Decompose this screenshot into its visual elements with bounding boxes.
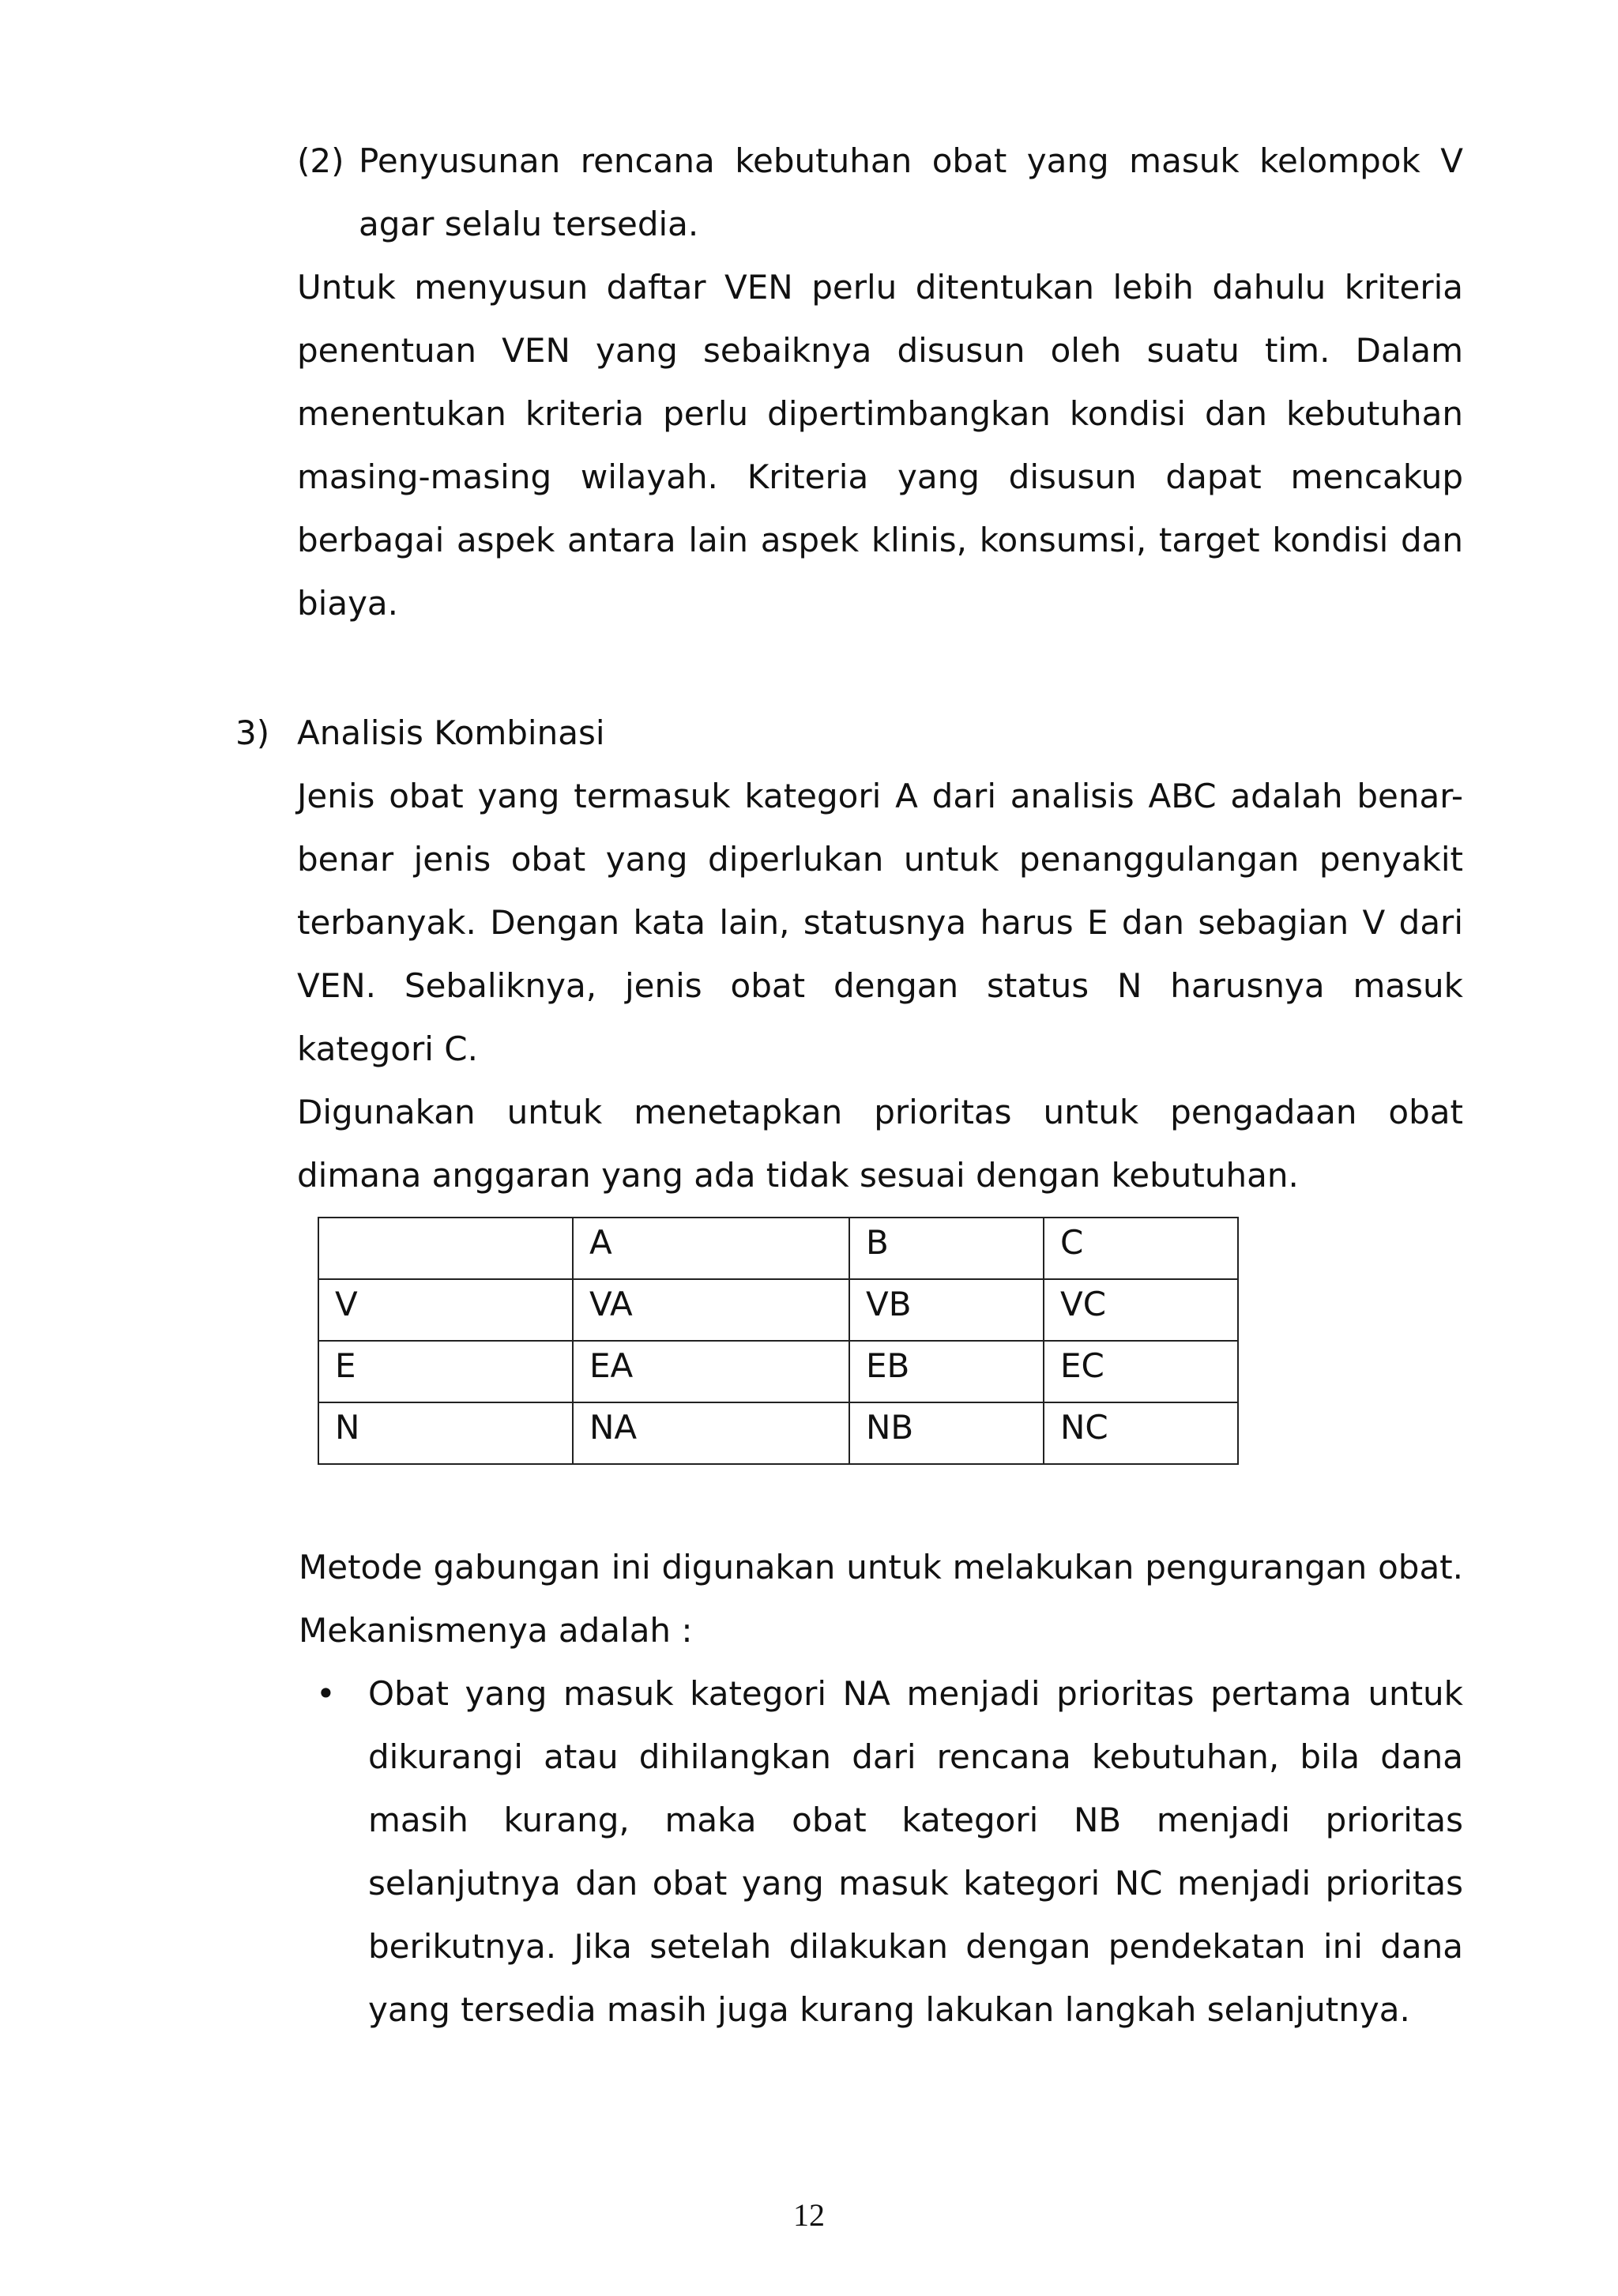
bullet-text: Obat yang masuk kategori NA menjadi prioritas pertama untuk dikurangi atau dihilangkan dari rencana kebutuhan, bila dana masih kurang, maka obat kategori NB menjadi prioritas selanjutnya dan obat yang masuk kategori NC menjadi prioritas berikutnya. Jika setelah dilakukan dengan pendekatan ini dana yang tersedia masih juga kurang lakukan langkah selanjutnya. [368, 1674, 1463, 2029]
table-cell: C [1044, 1218, 1238, 1279]
table-cell: B [849, 1218, 1044, 1279]
ven-abc-matrix-table [318, 1217, 1239, 1465]
table-header-row [318, 1218, 1238, 1279]
table-cell: VC [1044, 1279, 1238, 1341]
table-cell: VB [849, 1279, 1044, 1341]
table-cell: V [318, 1279, 573, 1341]
table-row [318, 1279, 1238, 1341]
table-cell: EA [573, 1341, 849, 1402]
bullet-icon: • [316, 1674, 336, 1713]
table-cell: NB [849, 1402, 1044, 1464]
paragraph-priority: Digunakan untuk menetapkan prioritas untuk pengadaan obat dimana anggaran yang ada tidak sesuai dengan kebutuhan. [297, 1093, 1463, 1195]
list-item [316, 1662, 1463, 2042]
paragraph-method: Metode gabungan ini digunakan untuk melakukan pengurangan obat. Mekanismenya adalah : [299, 1548, 1463, 1650]
paragraph-ven-criteria: Untuk menyusun daftar VEN perlu ditentukan lebih dahulu kriteria penentuan VEN yang sebaiknya disusun oleh suatu tim. Dalam menentukan kriteria perlu dipertimbangkan kondisi dan kebutuhan masing-masing wilayah. Kriteria yang disusun dapat mencakup berbagai aspek antara lain aspek klinis, konsumsi, target kondisi dan biaya. [297, 268, 1463, 623]
page-number: 12 [793, 2197, 825, 2233]
table-row [318, 1341, 1238, 1402]
sub-item-number: (2) [297, 141, 344, 180]
sub-item-text: Penyusunan rencana kebutuhan obat yang masuk kelompok V agar selalu tersedia. [359, 141, 1463, 243]
table-cell: EC [1044, 1341, 1238, 1402]
table-row [318, 1402, 1238, 1464]
table-cell: N [318, 1402, 573, 1464]
section-heading-3 [235, 702, 1463, 765]
table-cell: NC [1044, 1402, 1238, 1464]
paragraph-category-a: Jenis obat yang termasuk kategori A dari analisis ABC adalah benar-benar jenis obat yang diperlukan untuk penanggulangan penyakit terbanyak. Dengan kata lain, statusnya harus E dan sebagian V dari VEN. Sebaliknya, jenis obat dengan status N harusnya masuk kategori C. [297, 777, 1463, 1068]
section-title: Analisis Kombinasi [297, 713, 605, 752]
table-cell: EB [849, 1341, 1044, 1402]
table-cell: VA [573, 1279, 849, 1341]
section-number: 3) [235, 713, 270, 752]
table-cell [318, 1218, 573, 1279]
table-cell: A [573, 1218, 849, 1279]
sub-item-2 [297, 130, 1463, 256]
table-cell: E [318, 1341, 573, 1402]
table-cell: NA [573, 1402, 849, 1464]
